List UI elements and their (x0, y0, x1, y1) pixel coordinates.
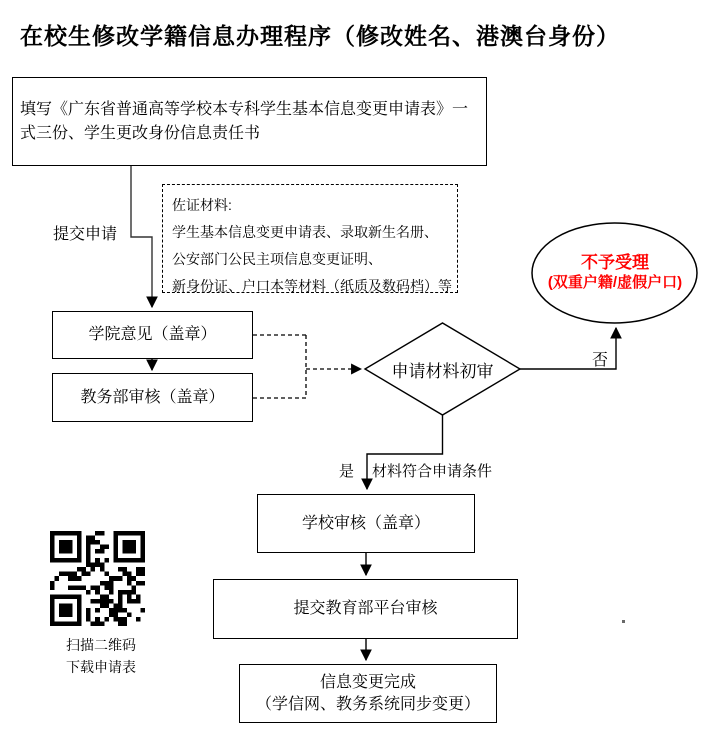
initial-review-label: 申请材料初审 (391, 361, 494, 381)
college-opinion-box (52, 311, 253, 359)
stray-pixel-artifact (622, 620, 625, 623)
materials-heading: 佐证材料: (172, 197, 232, 213)
academic-affairs-review-text: 教务部审核（盖章） (80, 388, 225, 406)
complete-line2: （学信网、教务系统同步变更） (255, 695, 480, 713)
academic-affairs-review-box (52, 373, 253, 422)
school-review-box (257, 494, 475, 553)
initial-review-diamond-shape (365, 323, 520, 415)
complete-line1: 信息变更完成 (319, 673, 416, 691)
materials-line: 新身份证、户口本等材料（纸质及数码档）等 (172, 278, 452, 294)
qr-caption-line2: 下载申请表 (66, 659, 136, 675)
page-title: 在校生修改学籍信息办理程序（修改姓名、港澳台身份） (20, 24, 620, 49)
no-label: 否 (592, 352, 609, 369)
yes-label: 是 (339, 463, 355, 480)
condition-label: 材料符合申请条件 (372, 463, 493, 480)
school-review-text: 学校审核（盖章） (301, 514, 430, 532)
reject-line2: (双重户籍/虚假户口) (547, 274, 683, 291)
fill-form-box (12, 77, 487, 166)
submit-application-label: 提交申请 (53, 226, 118, 243)
complete-box (239, 664, 497, 723)
materials-line: 学生基本信息变更申请表、录取新生名册、 (172, 224, 438, 240)
reject-line1: 不予受理 (580, 253, 649, 272)
qr-caption-line1: 扫描二维码 (66, 637, 136, 653)
college-opinion-text: 学院意见（盖章） (88, 326, 217, 343)
connector-submit (131, 166, 152, 307)
moe-platform-box (213, 579, 518, 639)
materials-line: 公安部门公民主项信息变更证明、 (172, 251, 382, 267)
fill-form-text: 填写《广东省普通高等学校本专科学生基本信息变更申请表》一式三份、学生更改身份信息责任书 (20, 100, 469, 142)
reject-ellipse-shape (532, 223, 697, 323)
moe-platform-text: 提交教育部平台审核 (293, 600, 438, 617)
qr-code (50, 530, 145, 627)
supporting-materials-box (162, 184, 458, 293)
